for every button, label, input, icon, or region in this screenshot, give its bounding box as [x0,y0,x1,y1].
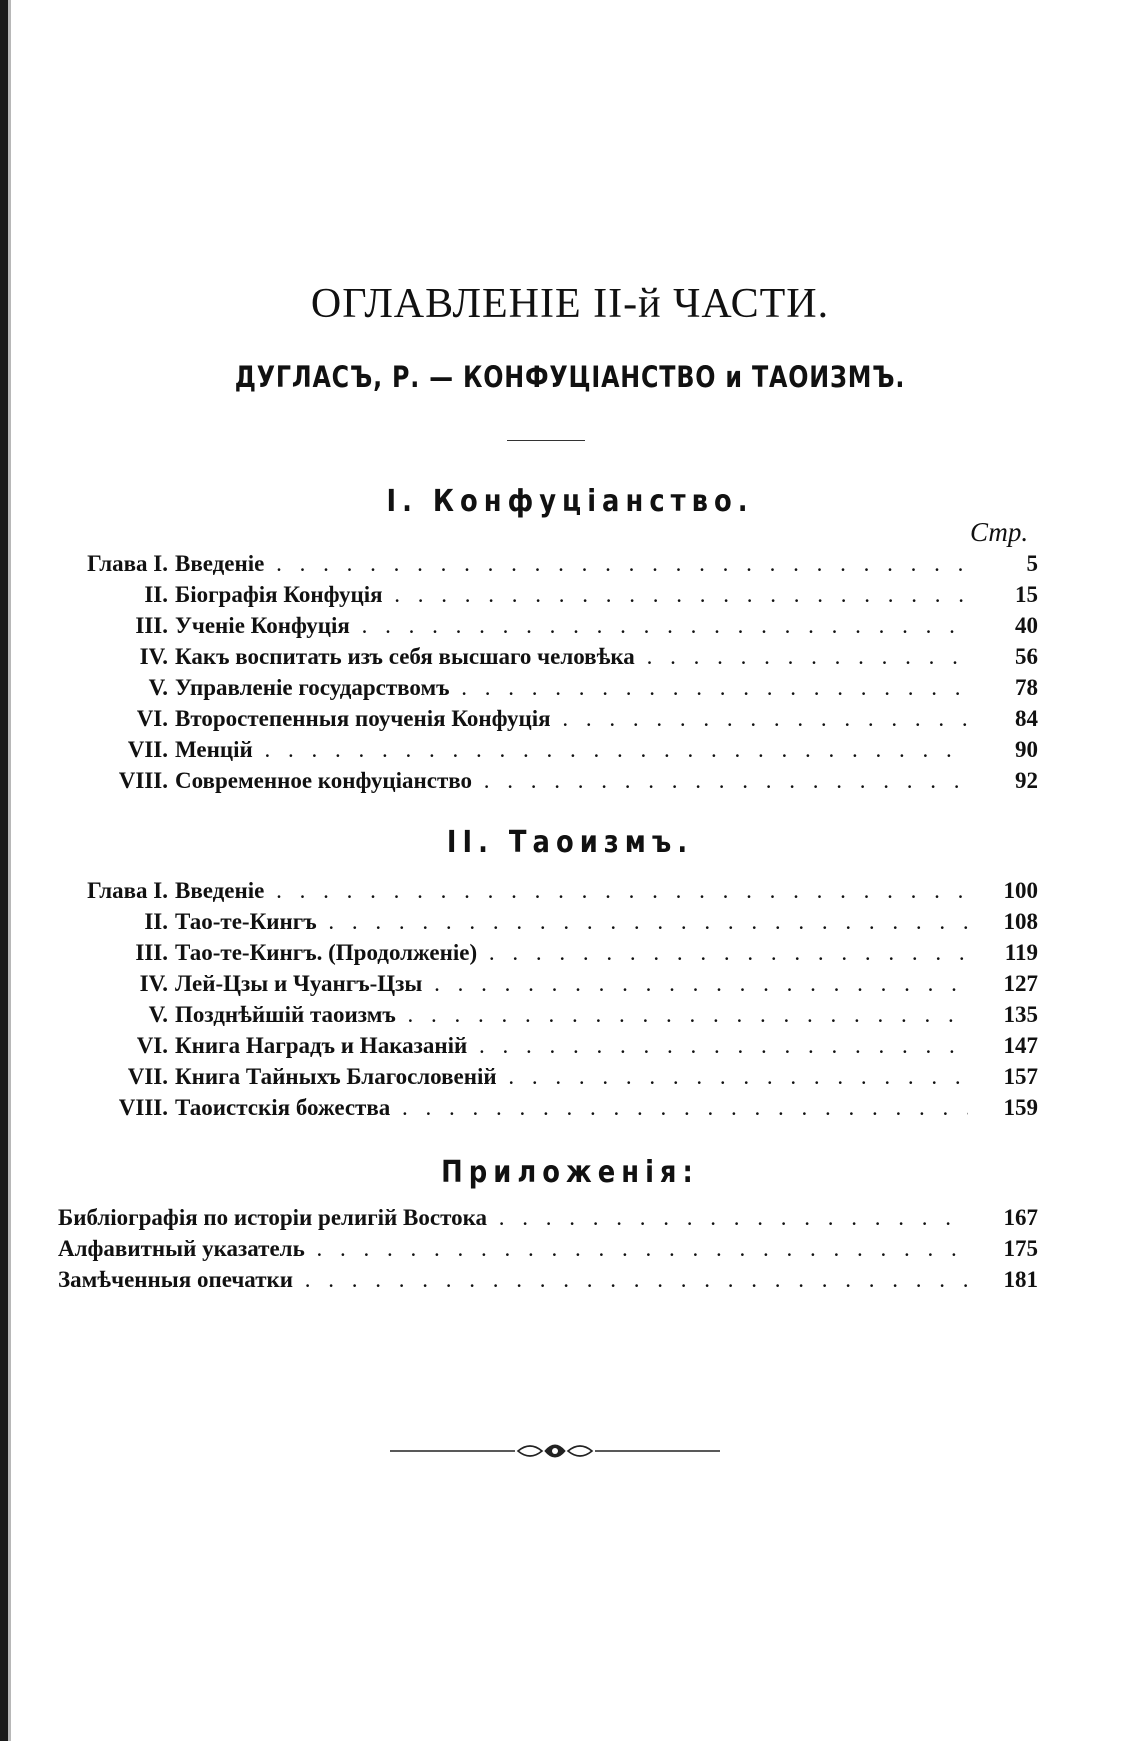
section-heading-taoism: II. Таоизмъ. [446,825,694,860]
appendix-title: Алфавитный указатель . . . [58,1234,968,1264]
toc-entry[interactable] [58,1234,1038,1264]
chapter-title: Лей-Цзы и Чуангъ-Цзы . . . [175,969,968,999]
toc-entry[interactable] [58,969,1038,999]
chapter-number: V. [148,1002,168,1027]
chapter-number: VII. [127,737,168,762]
toc-entry[interactable] [58,766,1038,796]
toc-entry[interactable] [58,642,1038,672]
page-title: ОГЛАВЛЕНІЕ ІІ-й ЧАСТИ. [310,281,830,327]
chapter-number: IV. [139,971,168,996]
chapter-number: II. [144,582,168,607]
page-number: 135 [1003,1002,1038,1027]
page-number: 108 [1003,909,1038,934]
page-binding-edge [0,0,8,1741]
chapter-number: VII. [127,1064,168,1089]
toc-entry[interactable] [58,1093,1038,1123]
toc-entry[interactable] [58,704,1038,734]
page-number: 167 [1003,1205,1038,1230]
page-number: 127 [1003,971,1038,996]
toc-entry[interactable] [58,1031,1038,1061]
page-number: 100 [1003,878,1038,903]
chapter-title: Ученіе Конфуція . . . [175,611,968,641]
toc-entry[interactable] [58,938,1038,968]
toc-entry[interactable] [58,580,1038,610]
page-column-label: Стр. [970,517,1029,547]
page-number: 5 [1026,551,1038,576]
page-number: 90 [1015,737,1038,762]
page-number: 181 [1003,1267,1038,1292]
chapter-title: Введеніе . . . [175,549,968,579]
toc-entry[interactable] [58,907,1038,937]
section-heading-appendix: Приложенія: [441,1155,699,1190]
chapter-title: Таоистскія божества . . . [175,1093,968,1123]
toc-entry[interactable] [58,735,1038,765]
page-number: 157 [1003,1064,1038,1089]
chapter-title: Управленіе государствомъ . . . [175,673,968,703]
chapter-title: Книга Тайныхъ Благословеній . . . [175,1062,968,1092]
ornament-divider [390,1436,720,1466]
section-heading-confucianism: I. Конфуціанство. [386,484,754,519]
chapter-title: Какъ воспитать изъ себя высшаго человѣка . . . [175,642,968,672]
toc-entry[interactable] [58,1000,1038,1030]
chapter-title: Тао-те-Кингъ. (Продолженіе) . . . [175,938,968,968]
chapter-title: Современное конфуціанство . . . [175,766,968,796]
chapter-title: Позднѣйшій таоизмъ . . . [175,1000,968,1030]
chapter-title: Второстепенныя поученія Конфуція . . . [175,704,968,734]
page-number: 92 [1015,768,1038,793]
page-number: 40 [1015,613,1038,638]
chapter-number: II. [144,909,168,934]
toc-entry[interactable] [58,1265,1038,1295]
title-divider [507,440,585,441]
page-number: 175 [1003,1236,1038,1261]
chapter-number: VIII. [118,768,168,793]
page-binding-shadow [8,0,11,1741]
chapter-number: VIII. [118,1095,168,1120]
chapter-title: Тао-те-Кингъ . . . [175,907,968,937]
toc-entry[interactable] [58,549,1038,579]
page-number: 147 [1003,1033,1038,1058]
chapter-number: VI. [136,1033,168,1058]
page-number: 56 [1015,644,1038,669]
chapter-number: III. [135,613,168,638]
chapter-number: VI. [136,706,168,731]
toc-entry[interactable] [58,611,1038,641]
page-number: 15 [1015,582,1038,607]
toc-entry[interactable] [58,1203,1038,1233]
chapter-number: III. [135,940,168,965]
appendix-title: Библіографія по исторіи религій Востока . . . [58,1203,968,1233]
chapter-title: Книга Наградъ и Наказаній . . . [175,1031,968,1061]
toc-entry[interactable] [58,1062,1038,1092]
chapter-title: Менцій . . . [175,735,968,765]
chapter-number: IV. [139,644,168,669]
chapter-title: Біографія Конфуція . . . [175,580,968,610]
chapter-title: Введеніе . . . [175,876,968,906]
toc-entry[interactable] [58,876,1038,906]
book-subtitle: ДУГЛАСЪ, Р. — КОНФУЦІАНСТВО и ТАОИЗМЪ. [234,360,906,394]
page-number: 78 [1015,675,1038,700]
chapter-number: V. [148,675,168,700]
appendix-title: Замѣченныя опечатки . . . [58,1265,968,1295]
page-number: 119 [1004,940,1038,965]
chapter-number: Глава I. [87,878,168,903]
chapter-number: Глава I. [87,551,168,576]
page-number: 159 [1003,1095,1038,1120]
page-number: 84 [1015,706,1038,731]
toc-entry[interactable] [58,673,1038,703]
